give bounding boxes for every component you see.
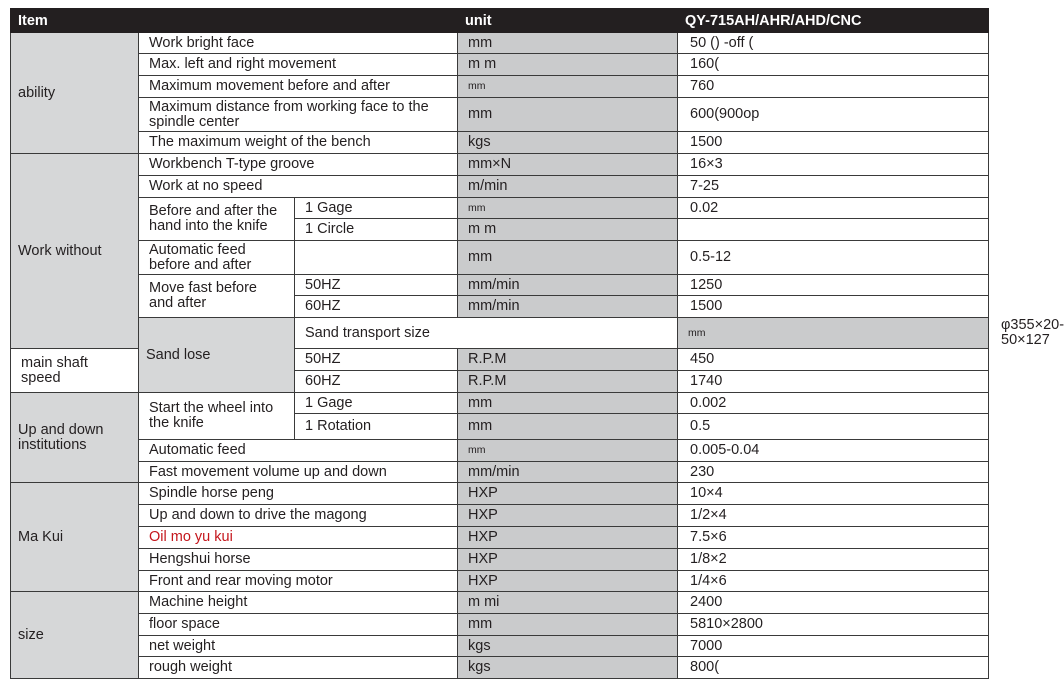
row-name: Workbench T-type groove xyxy=(139,154,458,176)
row-unit: mm xyxy=(458,33,678,54)
row-value: 600(900op xyxy=(678,98,989,132)
table-row xyxy=(11,571,989,592)
row-name: Max. left and right movement xyxy=(139,54,458,76)
table-row xyxy=(11,54,989,76)
row-name: The maximum weight of the bench xyxy=(139,132,458,154)
row-value: 1/4×6 xyxy=(678,571,989,592)
header-item: Item xyxy=(11,9,139,33)
row-name: floor space xyxy=(139,614,458,636)
row-value: 7000 xyxy=(678,636,989,657)
row-name: main shaft speed xyxy=(11,349,139,393)
row-unit: mm xyxy=(458,241,678,275)
row-sub: 1 Rotation xyxy=(295,414,458,440)
table-row xyxy=(11,275,989,296)
header-blank xyxy=(139,9,458,33)
group-work-without: Work without xyxy=(11,154,139,349)
row-sub: 50HZ xyxy=(295,349,458,371)
header-unit: unit xyxy=(458,9,678,33)
row-unit: mm xyxy=(458,76,678,98)
row-unit: R.P.M xyxy=(458,349,678,371)
table-row xyxy=(11,505,989,527)
row-sub: 60HZ xyxy=(295,296,458,318)
row-unit: mm xyxy=(458,198,678,219)
header-model: QY-715AH/AHR/AHD/CNC xyxy=(678,9,989,33)
row-name: Start the wheel into the knife xyxy=(139,393,295,440)
table-row xyxy=(11,98,989,132)
row-name: rough weight xyxy=(139,657,458,679)
row-name: Front and rear moving motor xyxy=(139,571,458,592)
row-unit: m/min xyxy=(458,176,678,198)
row-name: Maximum distance from working face to the spindle center xyxy=(139,98,458,132)
row-name: Up and down to drive the magong xyxy=(139,505,458,527)
table-row xyxy=(11,198,989,219)
group-up-down: Up and down institutions xyxy=(11,393,139,483)
group-sand-lose: Sand lose xyxy=(139,318,295,393)
row-sub xyxy=(295,241,458,275)
row-unit: mm xyxy=(458,98,678,132)
row-value: 1/8×2 xyxy=(678,549,989,571)
row-name: Automatic feed before and after xyxy=(139,241,295,275)
row-value: 0.02 xyxy=(678,198,989,219)
group-ability: ability xyxy=(11,33,139,154)
row-name: Maximum movement before and after xyxy=(139,76,458,98)
row-value: 0.005-0.04 xyxy=(678,440,989,462)
table-row xyxy=(11,592,989,614)
row-name: Before and after the hand into the knife xyxy=(139,198,295,241)
row-value: 160( xyxy=(678,54,989,76)
row-name: Hengshui horse xyxy=(139,549,458,571)
row-value: 0.5-12 xyxy=(678,241,989,275)
row-value: 800( xyxy=(678,657,989,679)
row-name: Sand transport size xyxy=(295,318,678,349)
row-unit: R.P.M xyxy=(458,371,678,393)
row-name: Oil mo yu kui xyxy=(139,527,458,549)
row-name: Spindle horse peng xyxy=(139,483,458,505)
row-unit: kgs xyxy=(458,657,678,679)
row-value xyxy=(678,219,989,241)
row-sub: 50HZ xyxy=(295,275,458,296)
table-row xyxy=(11,132,989,154)
row-name: Machine height xyxy=(139,592,458,614)
table-row xyxy=(11,154,989,176)
row-unit: HXP xyxy=(458,571,678,592)
row-unit: mm xyxy=(458,393,678,414)
row-unit: mm xyxy=(678,318,989,349)
row-value: 760 xyxy=(678,76,989,98)
row-sub: 1 Gage xyxy=(295,198,458,219)
row-value: 1500 xyxy=(678,132,989,154)
row-unit: mm×N xyxy=(458,154,678,176)
row-unit: mm xyxy=(458,614,678,636)
row-name: Work at no speed xyxy=(139,176,458,198)
row-unit: HXP xyxy=(458,483,678,505)
row-value: 0.002 xyxy=(678,393,989,414)
table-row xyxy=(11,483,989,505)
header-row xyxy=(11,9,989,33)
table-row xyxy=(11,462,989,483)
row-unit: HXP xyxy=(458,549,678,571)
row-unit: m m xyxy=(458,219,678,241)
row-sub: 60HZ xyxy=(295,371,458,393)
table-row xyxy=(11,440,989,462)
row-unit: kgs xyxy=(458,132,678,154)
row-value: 1740 xyxy=(678,371,989,393)
row-unit: mm/min xyxy=(458,296,678,318)
table-row xyxy=(11,657,989,679)
row-sub: 1 Circle xyxy=(295,219,458,241)
row-value: 10×4 xyxy=(678,483,989,505)
row-unit: HXP xyxy=(458,505,678,527)
row-unit: HXP xyxy=(458,527,678,549)
row-value: 1250 xyxy=(678,275,989,296)
row-name: Fast movement volume up and down xyxy=(139,462,458,483)
table-row xyxy=(11,393,989,414)
row-unit: mm/min xyxy=(458,462,678,483)
spec-table xyxy=(10,8,1064,679)
row-unit: mm xyxy=(458,440,678,462)
table-row xyxy=(11,241,989,275)
row-unit: m mi xyxy=(458,592,678,614)
spec-table-container xyxy=(10,8,1064,679)
row-value: 5810×2800 xyxy=(678,614,989,636)
row-value: 0.5 xyxy=(678,414,989,440)
row-value: 2400 xyxy=(678,592,989,614)
table-row xyxy=(11,176,989,198)
table-row xyxy=(11,527,989,549)
row-unit: mm/min xyxy=(458,275,678,296)
table-row xyxy=(11,614,989,636)
table-row xyxy=(11,33,989,54)
row-sub: 1 Gage xyxy=(295,393,458,414)
row-unit: m m xyxy=(458,54,678,76)
group-ma-kui: Ma Kui xyxy=(11,483,139,592)
row-value: 16×3 xyxy=(678,154,989,176)
table-row xyxy=(11,549,989,571)
row-value: 50 () -off ( xyxy=(678,33,989,54)
row-name: Work bright face xyxy=(139,33,458,54)
row-value: 230 xyxy=(678,462,989,483)
row-value: 450 xyxy=(678,349,989,371)
row-value: 7.5×6 xyxy=(678,527,989,549)
row-name: Automatic feed xyxy=(139,440,458,462)
row-value: 7-25 xyxy=(678,176,989,198)
row-value: 1/2×4 xyxy=(678,505,989,527)
row-unit: kgs xyxy=(458,636,678,657)
row-value: 1500 xyxy=(678,296,989,318)
row-name: net weight xyxy=(139,636,458,657)
table-row: Sand lose Sand transport size mm φ355×20-50×127 xyxy=(11,318,989,349)
row-name: Move fast before and after xyxy=(139,275,295,318)
table-row xyxy=(11,76,989,98)
row-unit: mm xyxy=(458,414,678,440)
group-size: size xyxy=(11,592,139,679)
table-row xyxy=(11,636,989,657)
